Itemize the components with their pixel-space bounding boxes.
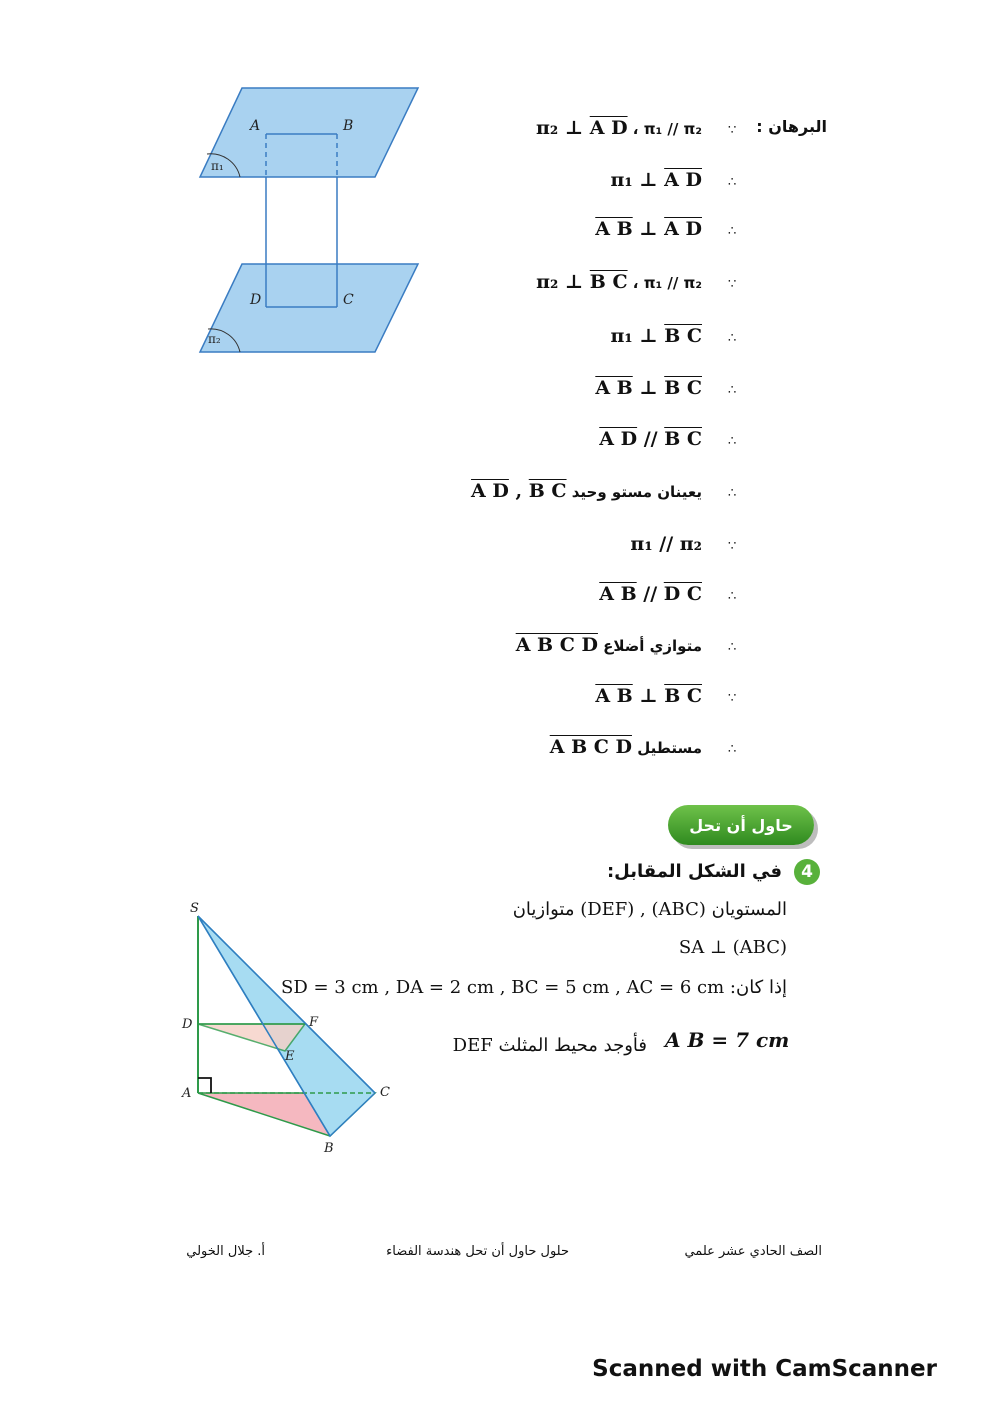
proof-symbol: ∴ <box>728 434 737 449</box>
question-title: في الشكل المقابل: <box>606 861 782 882</box>
proof-symbol: ∴ <box>728 486 737 501</box>
segment-name: A D <box>589 117 628 139</box>
segment-name: A D <box>664 218 702 240</box>
segment-name: A B <box>599 583 637 605</box>
proof-statement <box>611 325 703 347</box>
segment-name: A B <box>595 685 633 707</box>
label-pi2: π₂ <box>208 332 221 346</box>
fig2-label-S: S <box>190 901 199 916</box>
label-pi1: π₁ <box>211 159 224 173</box>
proof-statement <box>471 480 702 502</box>
proof-symbol: ∴ <box>728 383 737 398</box>
segment-name: A D <box>664 169 702 191</box>
segment-name: A B <box>595 377 633 399</box>
fig2-label-F: F <box>309 1015 319 1030</box>
proof-text: // <box>637 428 665 450</box>
proof-text: π₁ // π₂ <box>630 533 702 555</box>
proof-text: ⊥ π₂ <box>536 117 590 139</box>
label-B: B <box>343 118 354 134</box>
proof-symbol: ∴ <box>728 224 737 239</box>
fig2-label-B: B <box>324 1141 334 1156</box>
proof-symbol: ∵ <box>728 691 737 706</box>
label-A: A <box>250 118 261 134</box>
proof-text: , <box>508 480 529 502</box>
question-answer: A B = 7 cm <box>665 1028 790 1052</box>
footer-author: أ. جلال الخولي <box>186 1244 265 1259</box>
proof-symbol: ∵ <box>728 539 737 554</box>
proof-text: ⊥ π₁ <box>610 169 665 191</box>
question-line1: المستويان (ABC) , (DEF) متوازيان <box>512 899 787 920</box>
question-line3: إذا كان: SD = 3 cm , DA = 2 cm , BC = 5 cm , AC = 6 cm <box>280 977 787 998</box>
parallel-planes-figure <box>195 82 425 362</box>
proof-statement <box>536 271 702 293</box>
proof-statement <box>599 583 702 605</box>
fig2-label-A: A <box>182 1086 192 1101</box>
try-it-button[interactable]: حاول أن تحل <box>668 805 814 845</box>
question-line4: فأوجد محيط المثلث DEF <box>452 1035 647 1056</box>
segment-name: B C <box>528 480 567 502</box>
footer-grade: الصف الحادي عشر علمي <box>684 1244 822 1259</box>
segment-name: A B <box>595 218 633 240</box>
proof-statement <box>595 377 702 399</box>
proof-statement <box>610 169 702 191</box>
question-line2: SA ⊥ (ABC) <box>678 937 787 958</box>
proof-symbol: ∴ <box>728 742 737 757</box>
segment-name: B C <box>664 325 702 347</box>
proof-symbol: ∴ <box>728 640 737 655</box>
proof-text: ⊥ <box>632 218 665 240</box>
proof-statement <box>595 685 702 707</box>
proof-symbol: ∵ <box>728 277 737 292</box>
segment-name: B C <box>664 377 702 399</box>
proof-symbol: ∴ <box>728 175 737 190</box>
segment-name: B C <box>664 428 702 450</box>
proof-text: ⊥ <box>632 685 665 707</box>
segment-name: A B C D <box>549 736 632 758</box>
proof-statement <box>536 117 702 139</box>
proof-text: // <box>636 583 664 605</box>
proof-statement <box>516 634 702 656</box>
fig2-label-E: E <box>285 1049 295 1064</box>
proof-label: البرهان : <box>756 117 827 136</box>
proof-text: مستطيل <box>631 739 702 757</box>
proof-text: ⊥ <box>632 377 665 399</box>
proof-statement <box>550 736 702 758</box>
segment-name: A D <box>599 428 638 450</box>
proof-text: ⊥ π₂ <box>536 271 590 293</box>
camscanner-watermark: Scanned with CamScanner <box>592 1356 937 1382</box>
question-figure <box>178 898 398 1160</box>
label-D: D <box>250 292 262 308</box>
proof-text: π₁ // π₂ ، <box>627 274 702 292</box>
segment-name: D C <box>663 583 702 605</box>
segment-name: A B C D <box>515 634 598 656</box>
segment-name: A D <box>471 480 509 502</box>
fig2-label-D: D <box>182 1017 193 1032</box>
proof-statement <box>595 218 702 240</box>
proof-text: يعينان مستو وحيد <box>566 483 702 501</box>
question-number-badge: 4 <box>794 859 820 885</box>
label-C: C <box>343 292 354 308</box>
segment-name: B C <box>664 685 702 707</box>
proof-symbol: ∵ <box>728 123 737 138</box>
proof-symbol: ∴ <box>728 331 737 346</box>
proof-symbol: ∴ <box>728 589 737 604</box>
segment-name: B C <box>589 271 628 293</box>
fig2-label-C: C <box>380 1085 390 1100</box>
proof-text: ⊥ π₁ <box>610 325 665 347</box>
proof-statement <box>630 533 702 555</box>
proof-text: π₁ // π₂ ، <box>627 120 702 138</box>
footer-title: حلول حاول أن تحل هندسة الفضاء <box>386 1244 569 1259</box>
proof-text: متوازي أضلاع <box>597 637 702 655</box>
proof-statement <box>599 428 702 450</box>
